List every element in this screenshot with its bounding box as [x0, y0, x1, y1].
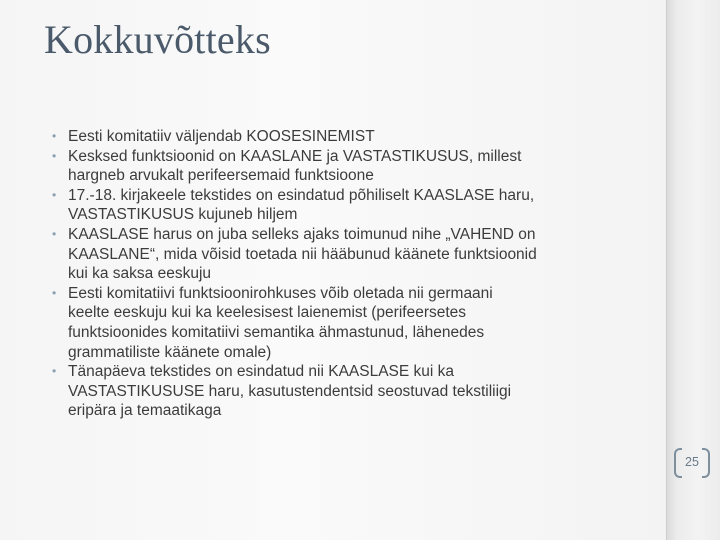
bullet-item — [50, 186, 640, 225]
bullet-text-line: Eesti komitatiivi funktsioonirohkuses võib oletada nii germaani — [68, 284, 493, 302]
bullet-icon: • — [52, 187, 57, 202]
bullet-item — [50, 284, 640, 362]
bullet-text-line: VASTASTIKUSUS kujuneb hiljem — [68, 206, 298, 224]
bullet-text-line: KAASLASE harus on juba selleks ajaks toimunud nihe „VAHEND on — [68, 225, 536, 243]
bullet-text-line: hargneb arvukalt perifeersemaid funktsioone — [68, 167, 374, 185]
bullet-text-line: KAASLANE“, mida võisid toetada nii hääbunud käänete funktsioonid — [68, 245, 537, 263]
bullet-icon: • — [52, 129, 57, 143]
bullet-item — [50, 225, 640, 284]
page-number-badge — [668, 448, 716, 476]
bullet-icon: • — [52, 364, 57, 379]
bullet-text-line: eripära ja temaatikaga — [68, 402, 222, 420]
bullet-text-line: grammatiliste käänete omale) — [68, 343, 272, 361]
bullet-text-line: VASTASTIKUSUSE haru, kasutustendentsid seostuvad tekstiliigi — [68, 382, 512, 400]
bullet-item — [50, 127, 640, 147]
bullet-text-line: Tänapäeva tekstides on esindatud nii KAASLASE kui ka — [68, 363, 455, 381]
left-bracket-icon — [674, 448, 682, 478]
bullet-text-line: keelte eeskuju kui ka keelesisest laienemist (perifeersetes — [68, 304, 467, 322]
page-number: 25 — [685, 455, 699, 469]
bullet-text-line: 17.-18. kirjakeele tekstides on esindatud põhiliselt KAASLASE haru, — [68, 186, 535, 204]
bullet-text-line: Kesksed funktsioonid on KAASLANE ja VASTASTIKUSUS, millest — [68, 147, 522, 165]
bullet-item — [50, 147, 640, 186]
bullet-text-line: kui ka saksa eeskuju — [68, 265, 212, 283]
bullet-text-line: Eesti komitatiiv väljendab KOOSESINEMIST — [68, 128, 375, 145]
bullet-icon: • — [52, 226, 57, 241]
slide-title: Kokkuvõtteks — [44, 17, 271, 62]
bullet-icon: • — [52, 148, 57, 163]
right-bracket-icon — [702, 448, 710, 478]
bullet-icon: • — [52, 285, 57, 300]
bullet-item — [50, 362, 640, 421]
bullet-text-line: funktsioonides komitatiivi semantika ähmastunud, lähenedes — [68, 323, 485, 341]
bullet-list — [50, 127, 640, 421]
